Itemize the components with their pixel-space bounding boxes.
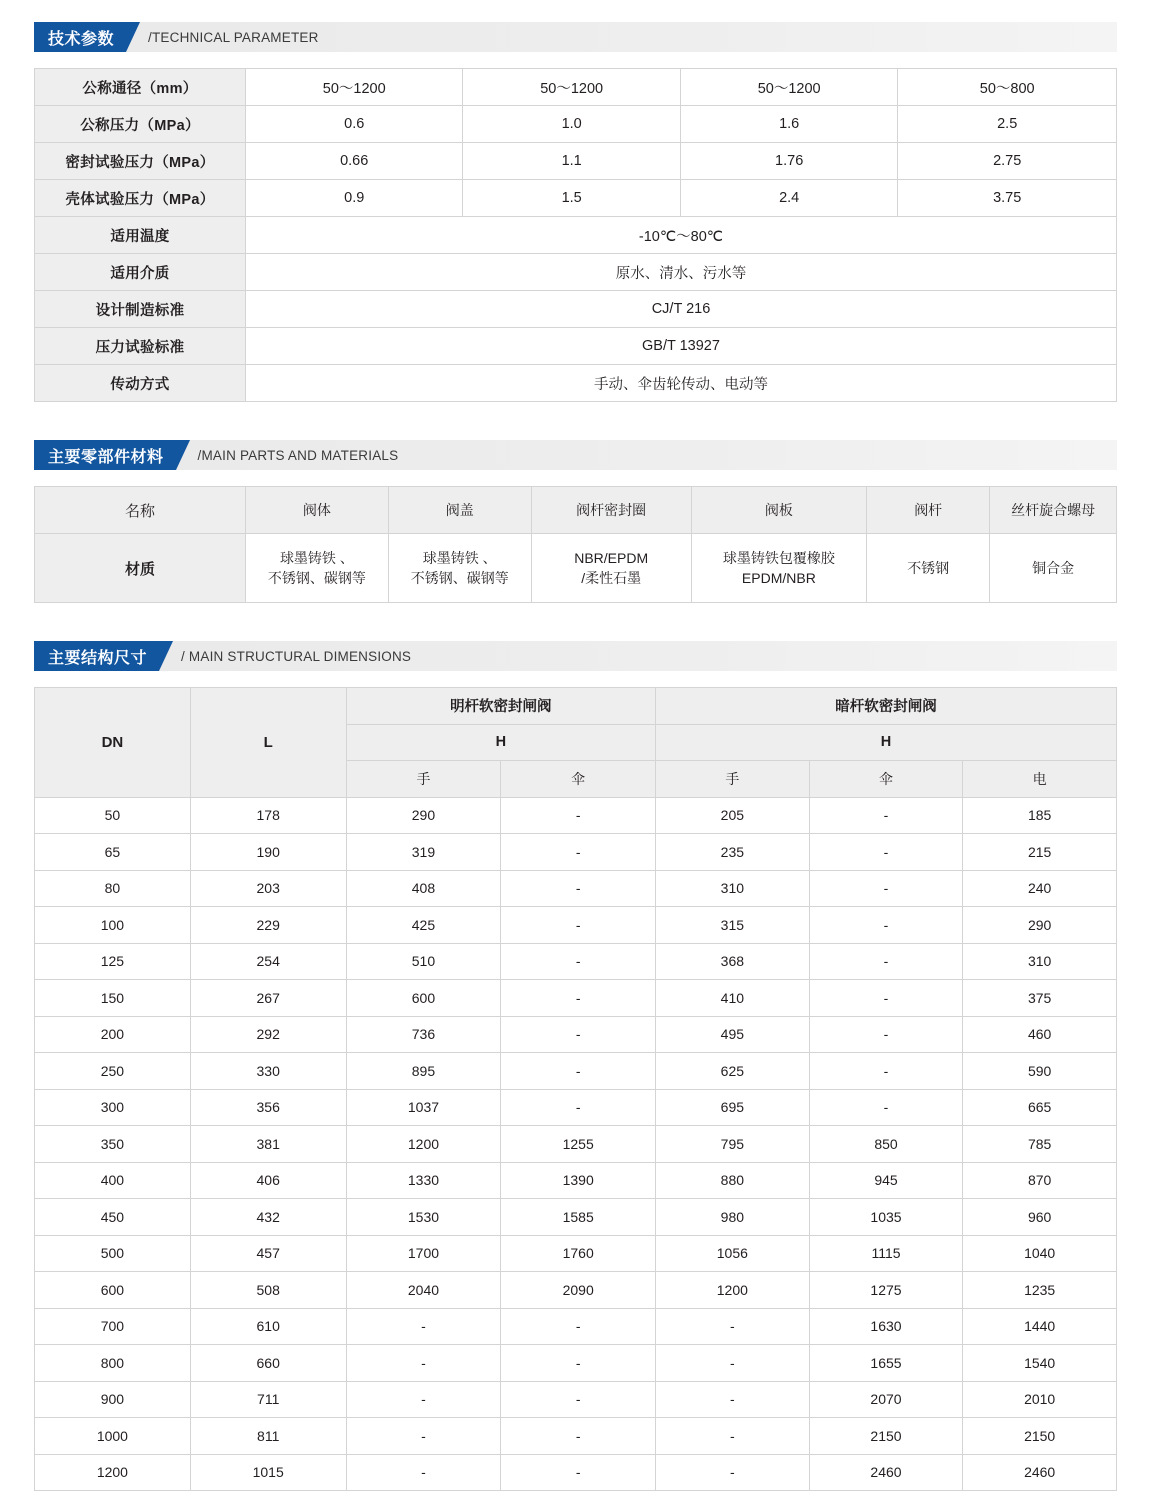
cell-a-shou: 235 bbox=[656, 834, 810, 871]
cell-a-san: - bbox=[809, 834, 963, 871]
cell-m-shou: - bbox=[346, 1345, 501, 1382]
table-row bbox=[35, 1126, 1117, 1163]
cell-l: 381 bbox=[190, 1126, 346, 1163]
cell-l: 406 bbox=[190, 1162, 346, 1199]
row-label: 传动方式 bbox=[35, 365, 246, 402]
cell-dn: 350 bbox=[35, 1126, 191, 1163]
row-label: 适用介质 bbox=[35, 254, 246, 291]
cell-a-dian: 960 bbox=[963, 1199, 1117, 1236]
cell-a-shou: - bbox=[656, 1454, 810, 1491]
table-row bbox=[35, 943, 1117, 980]
cell-m-san: 1255 bbox=[501, 1126, 656, 1163]
cell: 0.6 bbox=[245, 106, 462, 143]
cell-dn: 900 bbox=[35, 1381, 191, 1418]
cell-line: 不锈钢、碳钢等 bbox=[410, 570, 509, 586]
section-title-en: /TECHNICAL PARAMETER bbox=[148, 29, 319, 45]
cell-m-shou: 1200 bbox=[346, 1126, 501, 1163]
cell-a-shou: 625 bbox=[656, 1053, 810, 1090]
table-row bbox=[35, 1162, 1117, 1199]
cell: CJ/T 216 bbox=[245, 291, 1116, 328]
cell-l: 190 bbox=[190, 834, 346, 871]
cell: 手动、伞齿轮传动、电动等 bbox=[245, 365, 1116, 402]
cell-a-san: 2150 bbox=[809, 1418, 963, 1455]
column-header: 阀杆 bbox=[867, 487, 990, 534]
table-row bbox=[35, 1016, 1117, 1053]
cell-m-san: 2090 bbox=[501, 1272, 656, 1309]
row-label: 适用温度 bbox=[35, 217, 246, 254]
cell-m-san: - bbox=[501, 1418, 656, 1455]
column-header-h1: H bbox=[346, 724, 655, 761]
cell-dn: 600 bbox=[35, 1272, 191, 1309]
cell-m-shou: 290 bbox=[346, 797, 501, 834]
cell: -10℃～80℃ bbox=[245, 217, 1116, 254]
cell-l: 203 bbox=[190, 870, 346, 907]
cell-l: 254 bbox=[190, 943, 346, 980]
cell-dn: 250 bbox=[35, 1053, 191, 1090]
cell-m-san: - bbox=[501, 870, 656, 907]
column-subheader-manual-1: 手 bbox=[346, 761, 501, 798]
cell-m-shou: 1330 bbox=[346, 1162, 501, 1199]
row-label: 压力试验标准 bbox=[35, 328, 246, 365]
technical-parameter-table bbox=[34, 68, 1117, 402]
cell-a-san: 1275 bbox=[809, 1272, 963, 1309]
cell-a-san: 2460 bbox=[809, 1454, 963, 1491]
cell-l: 811 bbox=[190, 1418, 346, 1455]
cell-a-san: 1655 bbox=[809, 1345, 963, 1382]
cell-a-shou: 368 bbox=[656, 943, 810, 980]
cell-a-shou: - bbox=[656, 1308, 810, 1345]
cell: 1.1 bbox=[463, 143, 680, 180]
table-row bbox=[35, 1199, 1117, 1236]
cell bbox=[388, 534, 531, 603]
table-row bbox=[35, 1381, 1117, 1418]
cell-a-dian: 785 bbox=[963, 1126, 1117, 1163]
cell-a-shou: 315 bbox=[656, 907, 810, 944]
cell-a-san: 945 bbox=[809, 1162, 963, 1199]
section-header-main-parts-materials bbox=[34, 440, 1117, 470]
table-row bbox=[35, 797, 1117, 834]
section-header-technical-parameter bbox=[34, 22, 1117, 52]
table-row bbox=[35, 1418, 1117, 1455]
table-row bbox=[35, 1053, 1117, 1090]
cell-dn: 300 bbox=[35, 1089, 191, 1126]
row-label: 材质 bbox=[35, 534, 246, 603]
cell-m-shou: - bbox=[346, 1308, 501, 1345]
row-label: 公称通径（mm） bbox=[35, 69, 246, 106]
row-label: 密封试验压力（MPa） bbox=[35, 143, 246, 180]
cell-m-shou: 1530 bbox=[346, 1199, 501, 1236]
cell-m-shou: - bbox=[346, 1418, 501, 1455]
column-group-header-nonrising-stem: 暗杆软密封闸阀 bbox=[656, 688, 1117, 725]
cell-a-san: - bbox=[809, 1053, 963, 1090]
cell-a-san: - bbox=[809, 797, 963, 834]
cell: 2.4 bbox=[680, 180, 897, 217]
cell-m-san: - bbox=[501, 834, 656, 871]
cell-a-shou: 695 bbox=[656, 1089, 810, 1126]
cell-dn: 150 bbox=[35, 980, 191, 1017]
table-row bbox=[35, 1345, 1117, 1382]
cell-l: 711 bbox=[190, 1381, 346, 1418]
cell-l: 432 bbox=[190, 1199, 346, 1236]
cell: 0.66 bbox=[245, 143, 462, 180]
cell-a-dian: 665 bbox=[963, 1089, 1117, 1126]
cell-m-san: - bbox=[501, 1381, 656, 1418]
cell-a-shou: - bbox=[656, 1381, 810, 1418]
table-row bbox=[35, 1454, 1117, 1491]
cell-dn: 700 bbox=[35, 1308, 191, 1345]
cell-l: 178 bbox=[190, 797, 346, 834]
table-row bbox=[35, 180, 1117, 217]
cell: 铜合金 bbox=[990, 534, 1117, 603]
cell-dn: 1200 bbox=[35, 1454, 191, 1491]
column-subheader-electric: 电 bbox=[963, 761, 1117, 798]
cell: 50～1200 bbox=[680, 69, 897, 106]
cell-a-san: - bbox=[809, 1089, 963, 1126]
cell-a-shou: 980 bbox=[656, 1199, 810, 1236]
row-label: 设计制造标准 bbox=[35, 291, 246, 328]
cell-dn: 65 bbox=[35, 834, 191, 871]
row-label: 壳体试验压力（MPa） bbox=[35, 180, 246, 217]
table-row bbox=[35, 834, 1117, 871]
cell-m-san: 1390 bbox=[501, 1162, 656, 1199]
cell-line: NBR/EPDM bbox=[574, 549, 649, 566]
cell-dn: 800 bbox=[35, 1345, 191, 1382]
cell-m-san: - bbox=[501, 1053, 656, 1090]
cell-dn: 125 bbox=[35, 943, 191, 980]
cell-dn: 1000 bbox=[35, 1418, 191, 1455]
cell-a-dian: 240 bbox=[963, 870, 1117, 907]
cell-l: 1015 bbox=[190, 1454, 346, 1491]
cell-a-shou: 410 bbox=[656, 980, 810, 1017]
column-subheader-bevel-2: 伞 bbox=[809, 761, 963, 798]
table-row bbox=[35, 106, 1117, 143]
cell-a-dian: 290 bbox=[963, 907, 1117, 944]
cell-a-shou: 1056 bbox=[656, 1235, 810, 1272]
cell-m-shou: 1700 bbox=[346, 1235, 501, 1272]
column-header: 阀体 bbox=[245, 487, 388, 534]
cell-a-san: 2070 bbox=[809, 1381, 963, 1418]
section-title-cn: 主要零部件材料 bbox=[34, 440, 176, 470]
cell-a-san: 1630 bbox=[809, 1308, 963, 1345]
cell: 2.5 bbox=[898, 106, 1117, 143]
cell-m-shou: 1037 bbox=[346, 1089, 501, 1126]
cell-m-san: - bbox=[501, 1345, 656, 1382]
cell-a-dian: 2150 bbox=[963, 1418, 1117, 1455]
cell-a-dian: 590 bbox=[963, 1053, 1117, 1090]
cell-a-dian: 2460 bbox=[963, 1454, 1117, 1491]
cell-l: 292 bbox=[190, 1016, 346, 1053]
cell: 2.75 bbox=[898, 143, 1117, 180]
main-structural-dimensions-table bbox=[34, 687, 1117, 1491]
cell-dn: 50 bbox=[35, 797, 191, 834]
cell-m-shou: 319 bbox=[346, 834, 501, 871]
column-header-dn: DN bbox=[35, 688, 191, 798]
main-parts-materials-table bbox=[34, 486, 1117, 603]
cell-m-shou: 408 bbox=[346, 870, 501, 907]
cell-a-shou: - bbox=[656, 1345, 810, 1382]
section-title-en: /MAIN PARTS AND MATERIALS bbox=[197, 447, 399, 463]
cell-m-shou: 425 bbox=[346, 907, 501, 944]
cell: GB/T 13927 bbox=[245, 328, 1116, 365]
cell-dn: 200 bbox=[35, 1016, 191, 1053]
table-row bbox=[35, 291, 1117, 328]
cell-m-shou: 736 bbox=[346, 1016, 501, 1053]
cell-a-shou: 495 bbox=[656, 1016, 810, 1053]
cell-a-shou: 310 bbox=[656, 870, 810, 907]
cell-a-shou: 880 bbox=[656, 1162, 810, 1199]
column-header-l: L bbox=[190, 688, 346, 798]
cell-line: 不锈钢、碳钢等 bbox=[267, 570, 366, 586]
cell: 1.76 bbox=[680, 143, 897, 180]
section-header-main-structural-dimensions bbox=[34, 641, 1117, 671]
column-header: 阀盖 bbox=[388, 487, 531, 534]
cell-a-shou: - bbox=[656, 1418, 810, 1455]
cell-m-san: - bbox=[501, 797, 656, 834]
cell-dn: 80 bbox=[35, 870, 191, 907]
cell-m-shou: 510 bbox=[346, 943, 501, 980]
cell-a-dian: 460 bbox=[963, 1016, 1117, 1053]
cell-a-san: - bbox=[809, 870, 963, 907]
cell-a-san: - bbox=[809, 1016, 963, 1053]
cell-m-san: - bbox=[501, 1016, 656, 1053]
cell-a-shou: 1200 bbox=[656, 1272, 810, 1309]
cell-dn: 500 bbox=[35, 1235, 191, 1272]
cell: 50～1200 bbox=[245, 69, 462, 106]
cell: 原水、清水、污水等 bbox=[245, 254, 1116, 291]
section-title-cn: 技术参数 bbox=[34, 22, 126, 52]
cell-m-shou: 895 bbox=[346, 1053, 501, 1090]
table-row bbox=[35, 254, 1117, 291]
cell-a-dian: 2010 bbox=[963, 1381, 1117, 1418]
cell: 不锈钢 bbox=[867, 534, 990, 603]
table-row bbox=[35, 907, 1117, 944]
column-header-h2: H bbox=[656, 724, 1117, 761]
cell-m-shou: - bbox=[346, 1454, 501, 1491]
cell-a-dian: 1540 bbox=[963, 1345, 1117, 1382]
table-header-row bbox=[35, 688, 1117, 725]
cell-m-san: - bbox=[501, 1454, 656, 1491]
cell-a-san: - bbox=[809, 980, 963, 1017]
cell-a-dian: 375 bbox=[963, 980, 1117, 1017]
cell-a-dian: 1235 bbox=[963, 1272, 1117, 1309]
table-row bbox=[35, 870, 1117, 907]
table-row bbox=[35, 1235, 1117, 1272]
table-row bbox=[35, 365, 1117, 402]
section-title-cn: 主要结构尺寸 bbox=[34, 641, 159, 671]
cell-m-san: - bbox=[501, 907, 656, 944]
column-subheader-bevel-1: 伞 bbox=[501, 761, 656, 798]
cell-a-dian: 870 bbox=[963, 1162, 1117, 1199]
column-header: 丝杆旋合螺母 bbox=[990, 487, 1117, 534]
cell bbox=[245, 534, 388, 603]
cell-a-san: - bbox=[809, 907, 963, 944]
table-row bbox=[35, 143, 1117, 180]
cell-l: 660 bbox=[190, 1345, 346, 1382]
cell-a-dian: 215 bbox=[963, 834, 1117, 871]
cell-m-san: - bbox=[501, 980, 656, 1017]
cell-l: 330 bbox=[190, 1053, 346, 1090]
cell-line: 球墨铸铁 、 bbox=[422, 549, 497, 566]
cell: 50～800 bbox=[898, 69, 1117, 106]
cell-l: 610 bbox=[190, 1308, 346, 1345]
cell: 3.75 bbox=[898, 180, 1117, 217]
cell-dn: 400 bbox=[35, 1162, 191, 1199]
cell-a-san: 1035 bbox=[809, 1199, 963, 1236]
cell-m-san: - bbox=[501, 1308, 656, 1345]
table-row bbox=[35, 1272, 1117, 1309]
table-row bbox=[35, 980, 1117, 1017]
column-header: 阀板 bbox=[691, 487, 866, 534]
cell-line: 球墨铸铁 、 bbox=[279, 549, 354, 566]
table-row bbox=[35, 534, 1117, 603]
cell-a-dian: 310 bbox=[963, 943, 1117, 980]
cell-a-dian: 1440 bbox=[963, 1308, 1117, 1345]
table-row bbox=[35, 69, 1117, 106]
table-row bbox=[35, 1308, 1117, 1345]
cell-m-shou: - bbox=[346, 1381, 501, 1418]
cell-m-shou: 600 bbox=[346, 980, 501, 1017]
cell: 0.9 bbox=[245, 180, 462, 217]
column-header: 阀杆密封圈 bbox=[531, 487, 691, 534]
section-title-en: / MAIN STRUCTURAL DIMENSIONS bbox=[181, 648, 412, 664]
cell bbox=[531, 534, 691, 603]
cell-a-san: 850 bbox=[809, 1126, 963, 1163]
cell: 1.5 bbox=[463, 180, 680, 217]
cell-a-dian: 185 bbox=[963, 797, 1117, 834]
cell-l: 267 bbox=[190, 980, 346, 1017]
cell-line: EPDM/NBR bbox=[741, 570, 816, 586]
table-row bbox=[35, 328, 1117, 365]
cell-line: 球墨铸铁包覆橡胶 bbox=[722, 549, 835, 566]
cell-a-san: - bbox=[809, 943, 963, 980]
cell: 1.0 bbox=[463, 106, 680, 143]
cell-a-shou: 795 bbox=[656, 1126, 810, 1163]
table-row bbox=[35, 1089, 1117, 1126]
cell bbox=[691, 534, 866, 603]
cell-m-san: 1760 bbox=[501, 1235, 656, 1272]
cell-m-san: - bbox=[501, 1089, 656, 1126]
row-label: 公称压力（MPa） bbox=[35, 106, 246, 143]
cell-dn: 450 bbox=[35, 1199, 191, 1236]
cell: 1.6 bbox=[680, 106, 897, 143]
cell-a-dian: 1040 bbox=[963, 1235, 1117, 1272]
cell-dn: 100 bbox=[35, 907, 191, 944]
cell-l: 508 bbox=[190, 1272, 346, 1309]
row-label: 名称 bbox=[35, 487, 246, 534]
cell-line: /柔性石墨 bbox=[581, 570, 642, 586]
cell-l: 356 bbox=[190, 1089, 346, 1126]
cell-m-san: - bbox=[501, 943, 656, 980]
cell-m-shou: 2040 bbox=[346, 1272, 501, 1309]
table-row bbox=[35, 487, 1117, 534]
cell-l: 229 bbox=[190, 907, 346, 944]
column-subheader-manual-2: 手 bbox=[656, 761, 810, 798]
cell-l: 457 bbox=[190, 1235, 346, 1272]
cell-a-san: 1115 bbox=[809, 1235, 963, 1272]
cell: 50～1200 bbox=[463, 69, 680, 106]
cell-m-san: 1585 bbox=[501, 1199, 656, 1236]
column-group-header-rising-stem: 明杆软密封闸阀 bbox=[346, 688, 655, 725]
cell-a-shou: 205 bbox=[656, 797, 810, 834]
table-row bbox=[35, 217, 1117, 254]
